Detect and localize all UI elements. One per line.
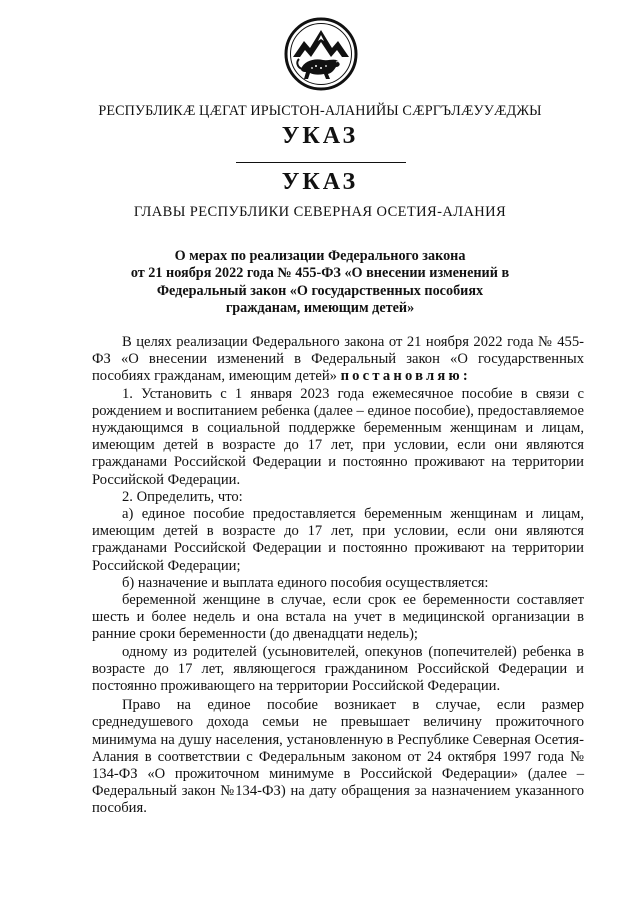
paragraph-item-2b: б) назначение и выплата единого пособия осуществляется: [122, 574, 489, 591]
document-title-line: Федеральный закон «О государственных пособиях [156, 282, 484, 299]
paragraph-item-2b-pregnant: беременной женщине в случае, если срок ее беременности составляет шесть и более недель и она встала на учет в медицинской организации в ранние сроки беременности (до двенадцати недель); [92, 592, 584, 643]
document-title-line: от 21 ноября 2022 года № 455-ФЗ «О внесении изменений в [130, 265, 510, 282]
coat-of-arms-icon [284, 17, 358, 91]
republic-name-ossetian: РЕСПУБЛИКӔ ЦӔГАТ ИРЫСТОН-АЛАНИЙЫ СӔРГЪЛӔУУӔДЖЫ [98, 103, 542, 119]
document-title-line: О мерах по реализации Федерального закона [174, 248, 466, 264]
document-title [100, 248, 540, 317]
decree-word: постановляю: [340, 368, 471, 385]
intro-text: В целях реализации Федерального закона от 21 ноября 2022 года № 455-ФЗ «О внесении изменений в Федеральный закон «О государственных пособиях гражданам, имеющим детей» [92, 334, 584, 385]
heading-divider [236, 162, 406, 163]
paragraph-intro [92, 334, 584, 386]
paragraph-item-1: 1. Установить с 1 января 2023 года ежемесячное пособие в связи с рождением и воспитанием ребенка (далее – единое пособие), предоставляемое нуждающимся в социальной поддержке беременным женщинам и лицам, имеющим детей в возрасте до 17 лет, при условии, если они являются гражданами Российской Федерации и постоянно проживают на территории Российской Федерации. [92, 385, 584, 488]
paragraph-item-2a: а) единое пособие предоставляется беременным женщинам и лицам, имеющим детей в возрасте до 17 лет, при условии, если они являются гражданами Российской Федерации и постоянно проживают на территории Российской Федерации; [92, 506, 584, 574]
document-body [92, 334, 584, 818]
document-title-line: гражданам, имеющим детей» [225, 299, 415, 316]
paragraph-entitlement: Право на единое пособие возникает в случае, если размер среднедушевого дохода семьи не превышает величину прожиточного минимума на душу населения, установленную в Республике Северная Осетия-Алания в соответствии с Федеральным законом от 24 октября 1997 года № 134-ФЗ «О прожиточном минимуме в Российской Федерации» (далее – Федеральный закон №134-ФЗ) на дату обращения за назначением указанного пособия. [92, 697, 584, 817]
paragraph-item-2b-parent: одному из родителей (усыновителей, опекунов (попечителей) ребенка в возрасте до 17 лет, являющегося гражданином Российской Федерации и постоянно проживающего на территории Российской Федерации. [92, 643, 584, 695]
paragraph-item-2: 2. Определить, что: [122, 488, 243, 505]
decree-heading-ossetian: УКАЗ [281, 123, 359, 149]
decree-heading-russian: УКАЗ [281, 169, 359, 195]
issuer-title: ГЛАВЫ РЕСПУБЛИКИ СЕВЕРНАЯ ОСЕТИЯ-АЛАНИЯ [133, 204, 507, 220]
